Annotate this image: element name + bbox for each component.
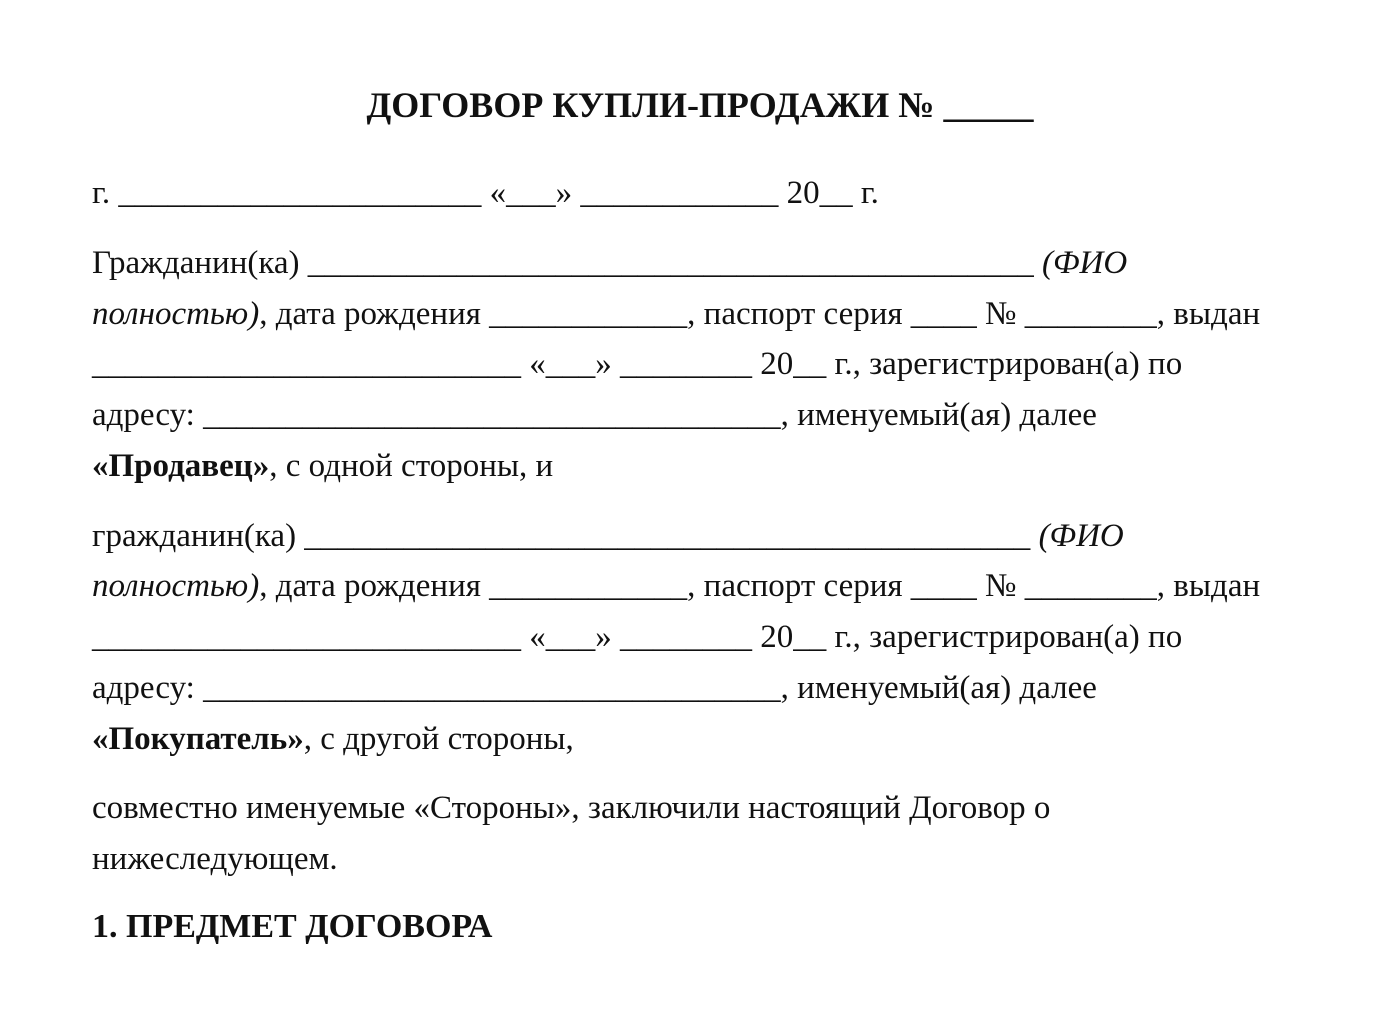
buyer-role-rest: , с другой стороны, xyxy=(303,721,574,757)
seller-fio-label: (ФИО xyxy=(1042,245,1128,281)
buyer-fio-label: (ФИО xyxy=(1038,518,1124,554)
buyer-line-3: __________________________ «___» ________ 20__ г., зарегистрирован(а) по xyxy=(92,619,1183,655)
seller-role-rest: , с одной стороны, и xyxy=(269,448,554,484)
buyer-fio-label-cont: полностью) xyxy=(92,568,260,604)
buyer-citizen-text: гражданин(ка) ____________________________________________ xyxy=(92,518,1039,554)
buyer-line-2 xyxy=(92,566,1260,606)
buyer-line-4: адресу: ___________________________________, именуемый(ая) далее xyxy=(92,670,1097,706)
seller-fio-label-cont: полностью) xyxy=(92,296,260,332)
seller-line-1 xyxy=(92,243,1127,283)
seller-passport-text: , дата рождения ____________, паспорт серия ____ № ________, выдан xyxy=(259,296,1261,332)
seller-line-3: __________________________ «___» ________ 20__ г., зарегистрирован(а) по xyxy=(92,346,1183,382)
buyer-role: «Покупатель» xyxy=(92,721,304,757)
buyer-passport-text: , дата рождения ____________, паспорт серия ____ № ________, выдан xyxy=(259,568,1261,604)
section-1-heading: 1. ПРЕДМЕТ ДОГОВОРА xyxy=(92,908,493,945)
seller-citizen-text: Гражданин(ка) ____________________________________________ xyxy=(92,245,1043,281)
seller-line-4: адресу: ___________________________________, именуемый(ая) далее xyxy=(92,397,1097,433)
seller-role-line xyxy=(92,446,553,486)
place-date-line: г. ______________________ «___» ____________ 20__ г. xyxy=(92,175,879,211)
contract-title: ДОГОВОР КУПЛИ-ПРОДАЖИ № _____ xyxy=(366,85,1034,125)
buyer-role-line xyxy=(92,719,574,759)
seller-line-2 xyxy=(92,294,1260,334)
closing-line-2: нижеследующем. xyxy=(92,841,338,877)
seller-role: «Продавец» xyxy=(92,448,270,484)
closing-line-1: совместно именуемые «Стороны», заключили настоящий Договор о xyxy=(92,790,1051,826)
buyer-line-1 xyxy=(92,516,1124,556)
